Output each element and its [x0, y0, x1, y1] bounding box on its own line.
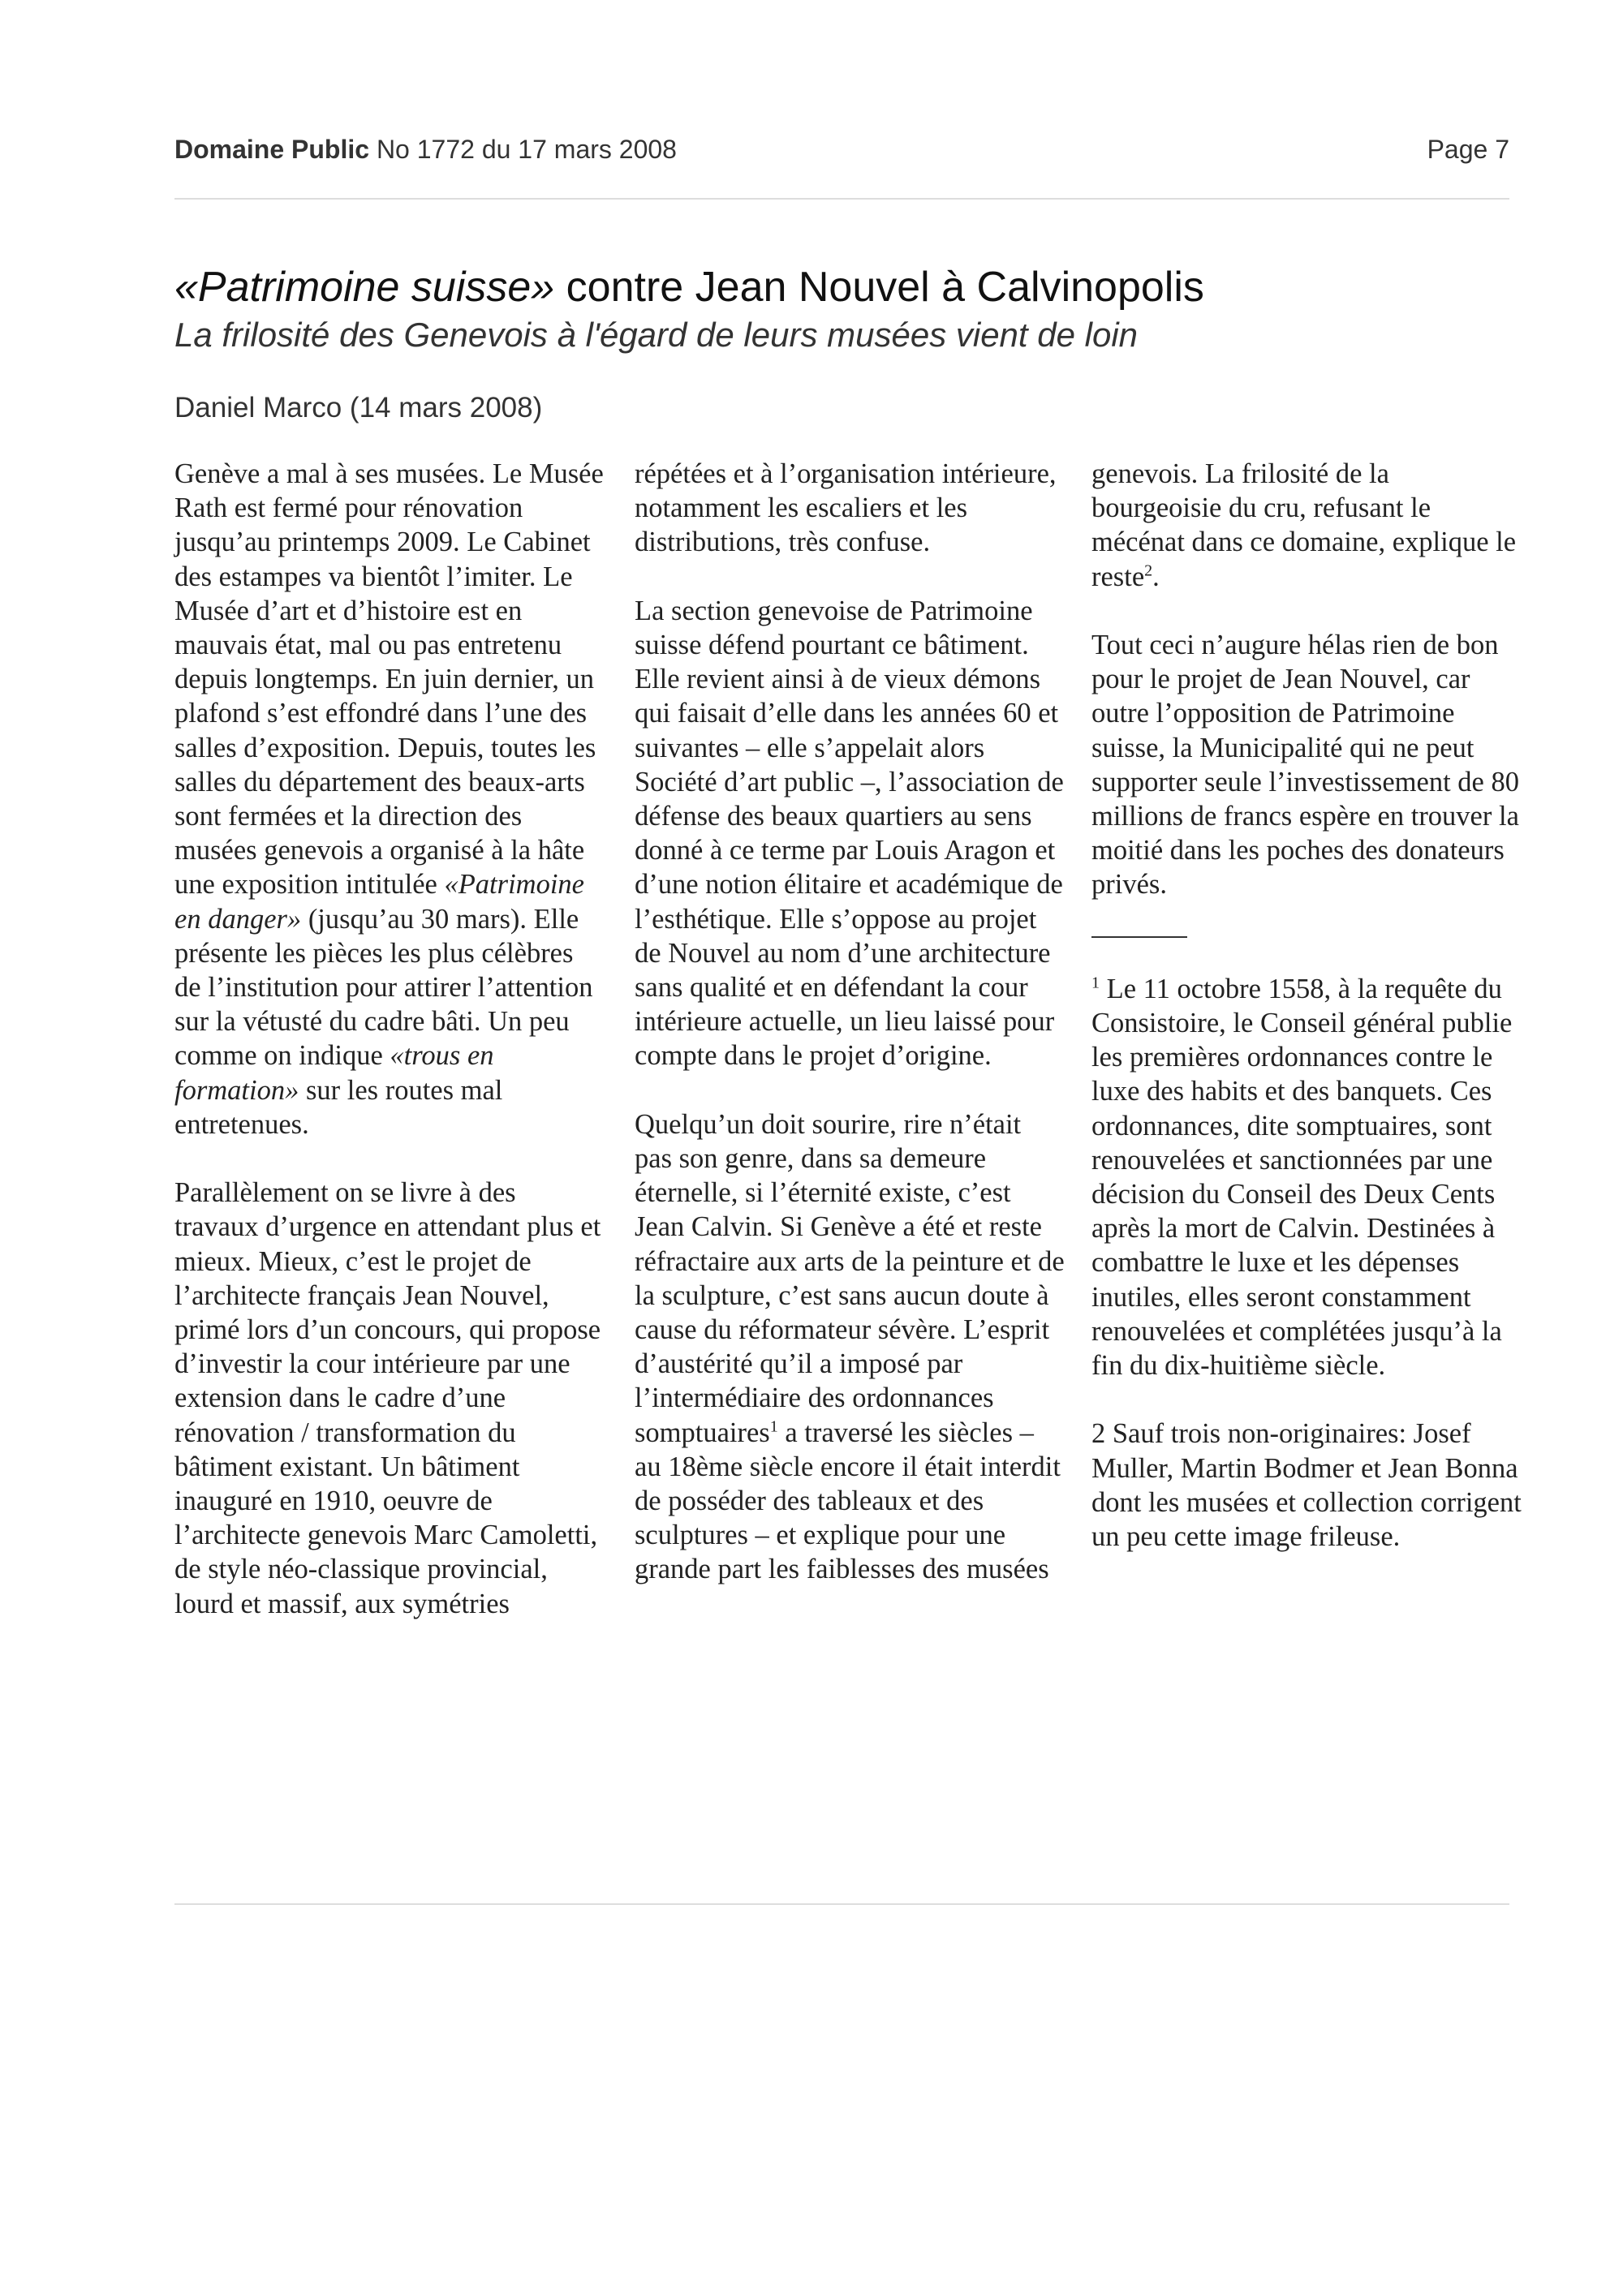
article-title-italic: «Patrimoine suisse»	[174, 264, 555, 311]
article-title	[174, 261, 1509, 313]
footnote-2: 2 Sauf trois non-originaires: Josef Muller, Martin Bodmer et Jean Bonna dont les musées et collection corrigent un peu cette image frileuse.	[1091, 1418, 1522, 1553]
text-column-3	[1091, 457, 1522, 1554]
article-title-rest: contre Jean Nouvel à Calvinopolis	[554, 264, 1204, 311]
paragraph-7: Tout ceci n’augure hélas rien de bon pour le projet de Jean Nouvel, car outre l’opposition de Patrimoine suisse, la Municipalité qui ne peut supporter seule l’investissement de 80 millions de francs espère en trouver la moitié dans les poches des donateurs privés.	[1091, 630, 1519, 901]
paragraph-6: genevois. La frilosité de la bourgeoisie du cru, refusant le mécénat dans ce domaine, explique le reste$^2$.	[1091, 458, 1517, 592]
issue-info: No 1772 du 17 mars 2008	[376, 135, 677, 164]
paragraph-2: Parallèlement on se livre à des travaux d’urgence en attendant plus et mieux. Mieux, c’est le projet de l’architecte français Jean Nouvel, primé lors d’un concours, qui propose d’investir la cour intérieure par une extension dans le cadre d’une rénovation / transformation du bâtiment existant. Un bâtiment inauguré en 1910, oeuvre de l’architecte genevois Marc Camoletti, de style néo-classique provincial, lourd et massif, aux symétries	[174, 1177, 601, 1619]
text-column-1	[174, 457, 605, 1621]
text-column-2	[635, 457, 1065, 1587]
article-subtitle: La frilosité des Genevois à l'égard de leurs musées vient de loin	[174, 316, 1139, 354]
footnote-ref-2: 2	[1144, 561, 1153, 580]
footnote-divider	[1091, 936, 1187, 938]
footnote-ref-1: 1	[769, 1417, 778, 1436]
header-divider	[174, 198, 1509, 200]
paragraph-3: répétées et à l’organisation intérieure, notamment les escaliers et les distributions, très confuse.	[635, 458, 1057, 558]
footer-divider	[174, 1903, 1509, 1905]
publication-name: Domaine Public	[174, 135, 370, 164]
article-byline: Daniel Marco (14 mars 2008)	[174, 392, 543, 424]
footnote-1: $^1$ Le 11 octobre 1558, à la requête du Consistoire, le Conseil général publie les premières ordonnances contre le luxe des habits et des banquets. Ces ordonnances, dite somptuaires, sont renouvelées et sanctionnées par une décision du Conseil des Deux Cents après la mort de Calvin. Destinées à combattre le luxe et les dépenses inutiles, elles seront constamment renouvelées et complétées jusqu’à la fin du dix-huitième siècle.	[1091, 973, 1513, 1382]
paragraph-1: Genève a mal à ses musées. Le Musée Rath est fermé pour rénovation jusqu’au printemps 2009. Le Cabinet des estampes va bientôt l’imiter. Le Musée d’art et d’histoire est en mauvais état, mal ou pas entretenu depuis longtemps. En juin dernier, un plafond s’est effondré dans l’une des salles d’exposition. Depuis, toutes les salles du département des beaux-arts sont fermées et la direction des musées genevois a organisé à la hâte une exposition intitulée «Patrimoine en danger» (jusqu’au 30 mars). Elle présente les pièces les plus célèbres de l’institution pour attirer l’attention sur la vétusté du cadre bâti. Un peu comme on indique «trous en formation» sur les routes mal entretenues.	[174, 458, 604, 1140]
page-number: Page 7	[1427, 135, 1509, 164]
paragraph-5: Quelqu’un doit sourire, rire n’était pas son genre, dans sa demeure éternelle, si l’éternité existe, c’est Jean Calvin. Si Genève a été et reste réfractaire aux arts de la peinture et de la sculpture, c’est sans aucun doute à cause du réformateur sévère. L’esprit d’austérité qu’il a imposé par l’intermédiaire des ordonnances somptuaires$^1$ a traversé les siècles – au 18ème siècle encore il était interdit de posséder des tableaux et des sculptures – et explique pour une grande part les faiblesses des musées	[635, 1108, 1065, 1585]
exhibition-title: «Patrimoine en danger»	[174, 869, 584, 935]
page-header	[174, 135, 1509, 172]
road-sign-quote: «trous en formation»	[174, 1040, 494, 1106]
paragraph-4: La section genevoise de Patrimoine suisse défend pourtant ce bâtiment. Elle revient ainsi à de vieux démons qui faisait d’elle dans les années 60 et suivantes – elle s’appelait alors Société d’art public –, l’association de défense des beaux quartiers au sens donné à ce terme par Louis Aragon et d’une notion élitaire et académique de l’esthétique. Elle s’oppose au projet de Nouvel au nom d’une architecture sans qualité et en défendant la cour intérieure actuelle, un lieu laissé pour compte dans le projet d’origine.	[635, 595, 1064, 1072]
footnote-1-mark: 1	[1091, 974, 1100, 992]
